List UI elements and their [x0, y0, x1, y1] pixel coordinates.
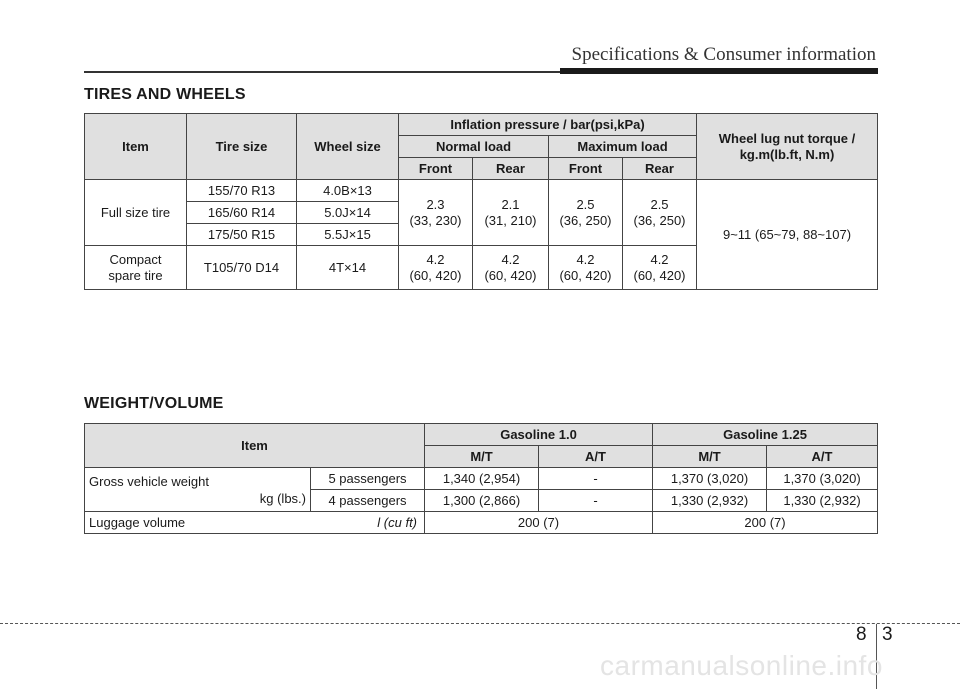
compact-normal-rear: 4.2 (60, 420): [473, 246, 549, 290]
tires-section-title: TIRES AND WHEELS: [84, 86, 246, 103]
passenger-count: 5 passengers: [311, 468, 425, 490]
weight-header-g125-at: A/T: [767, 446, 878, 468]
tires-header-torque: Wheel lug nut torque / kg.m(lb.ft, N.m): [697, 114, 878, 180]
footer-rule: [0, 623, 960, 624]
compact-max-front: 4.2 (60, 420): [549, 246, 623, 290]
weight-value: -: [539, 468, 653, 490]
wheel-size-cell: 5.0J×14: [297, 202, 399, 224]
tires-header-max-front: Front: [549, 158, 623, 180]
luggage-volume-g125: 200 (7): [653, 512, 878, 534]
luggage-volume-unit: l (cu ft): [377, 514, 418, 530]
compact-normal-front: 4.2 (60, 420): [399, 246, 473, 290]
weight-value: 1,330 (2,932): [767, 490, 878, 512]
compact-max-rear: 4.2 (60, 420): [623, 246, 697, 290]
tire-size-cell: 165/60 R14: [187, 202, 297, 224]
weight-value: -: [539, 490, 653, 512]
weight-value: 1,370 (3,020): [653, 468, 767, 490]
full-normal-front: 2.3 (33, 230): [399, 180, 473, 246]
full-size-tire-label: Full size tire: [85, 180, 187, 246]
luggage-volume-cell: [85, 512, 425, 534]
tires-header-tire-size: Tire size: [187, 114, 297, 180]
wheel-size-cell: 4.0B×13: [297, 180, 399, 202]
tire-size-cell: 155/70 R13: [187, 180, 297, 202]
gross-vehicle-weight-cell: [85, 468, 311, 512]
compact-wheel-size: 4T×14: [297, 246, 399, 290]
tires-header-maximum-load: Maximum load: [549, 136, 697, 158]
tires-header-normal-load: Normal load: [399, 136, 549, 158]
weight-table: [84, 423, 878, 534]
weight-header-g10-mt: M/T: [425, 446, 539, 468]
weight-value: 1,370 (3,020): [767, 468, 878, 490]
weight-section-title: WEIGHT/VOLUME: [84, 395, 224, 412]
full-max-rear: 2.5 (36, 250): [623, 180, 697, 246]
gross-vehicle-weight-unit: kg (lbs.): [259, 491, 306, 506]
full-max-front: 2.5 (36, 250): [549, 180, 623, 246]
tires-header-max-rear: Rear: [623, 158, 697, 180]
tires-header-wheel-size: Wheel size: [297, 114, 399, 180]
weight-value: 1,300 (2,866): [425, 490, 539, 512]
watermark: carmanualsonline.info: [600, 650, 883, 681]
page-header-title: Specifications & Consumer information: [571, 44, 876, 65]
tires-header-normal-rear: Rear: [473, 158, 549, 180]
weight-header-gasoline-1-25: Gasoline 1.25: [653, 424, 878, 446]
page-number: 3: [882, 624, 893, 645]
header-rule-accent: [560, 68, 878, 74]
luggage-volume-label: Luggage volume: [89, 514, 186, 530]
passenger-count: 4 passengers: [311, 490, 425, 512]
luggage-volume-g10: 200 (7): [425, 512, 653, 534]
tires-header-item: Item: [85, 114, 187, 180]
weight-header-gasoline-1-0: Gasoline 1.0: [425, 424, 653, 446]
weight-value: 1,340 (2,954): [425, 468, 539, 490]
tires-header-normal-front: Front: [399, 158, 473, 180]
chapter-number: 8: [856, 624, 867, 645]
weight-header-g10-at: A/T: [539, 446, 653, 468]
weight-header-g125-mt: M/T: [653, 446, 767, 468]
compact-spare-label: Compact spare tire: [85, 246, 187, 290]
weight-value: 1,330 (2,932): [653, 490, 767, 512]
torque-value: 9~11 (65~79, 88~107): [697, 180, 878, 290]
wheel-size-cell: 5.5J×15: [297, 224, 399, 246]
gross-vehicle-weight-label: Gross vehicle weight: [89, 474, 209, 489]
full-normal-rear: 2.1 (31, 210): [473, 180, 549, 246]
tire-size-cell: 175/50 R15: [187, 224, 297, 246]
compact-tire-size: T105/70 D14: [187, 246, 297, 290]
tires-header-inflation: Inflation pressure / bar(psi,kPa): [399, 114, 697, 136]
weight-header-item: Item: [85, 424, 425, 468]
header-rule: [84, 71, 560, 73]
tires-table: [84, 113, 878, 290]
